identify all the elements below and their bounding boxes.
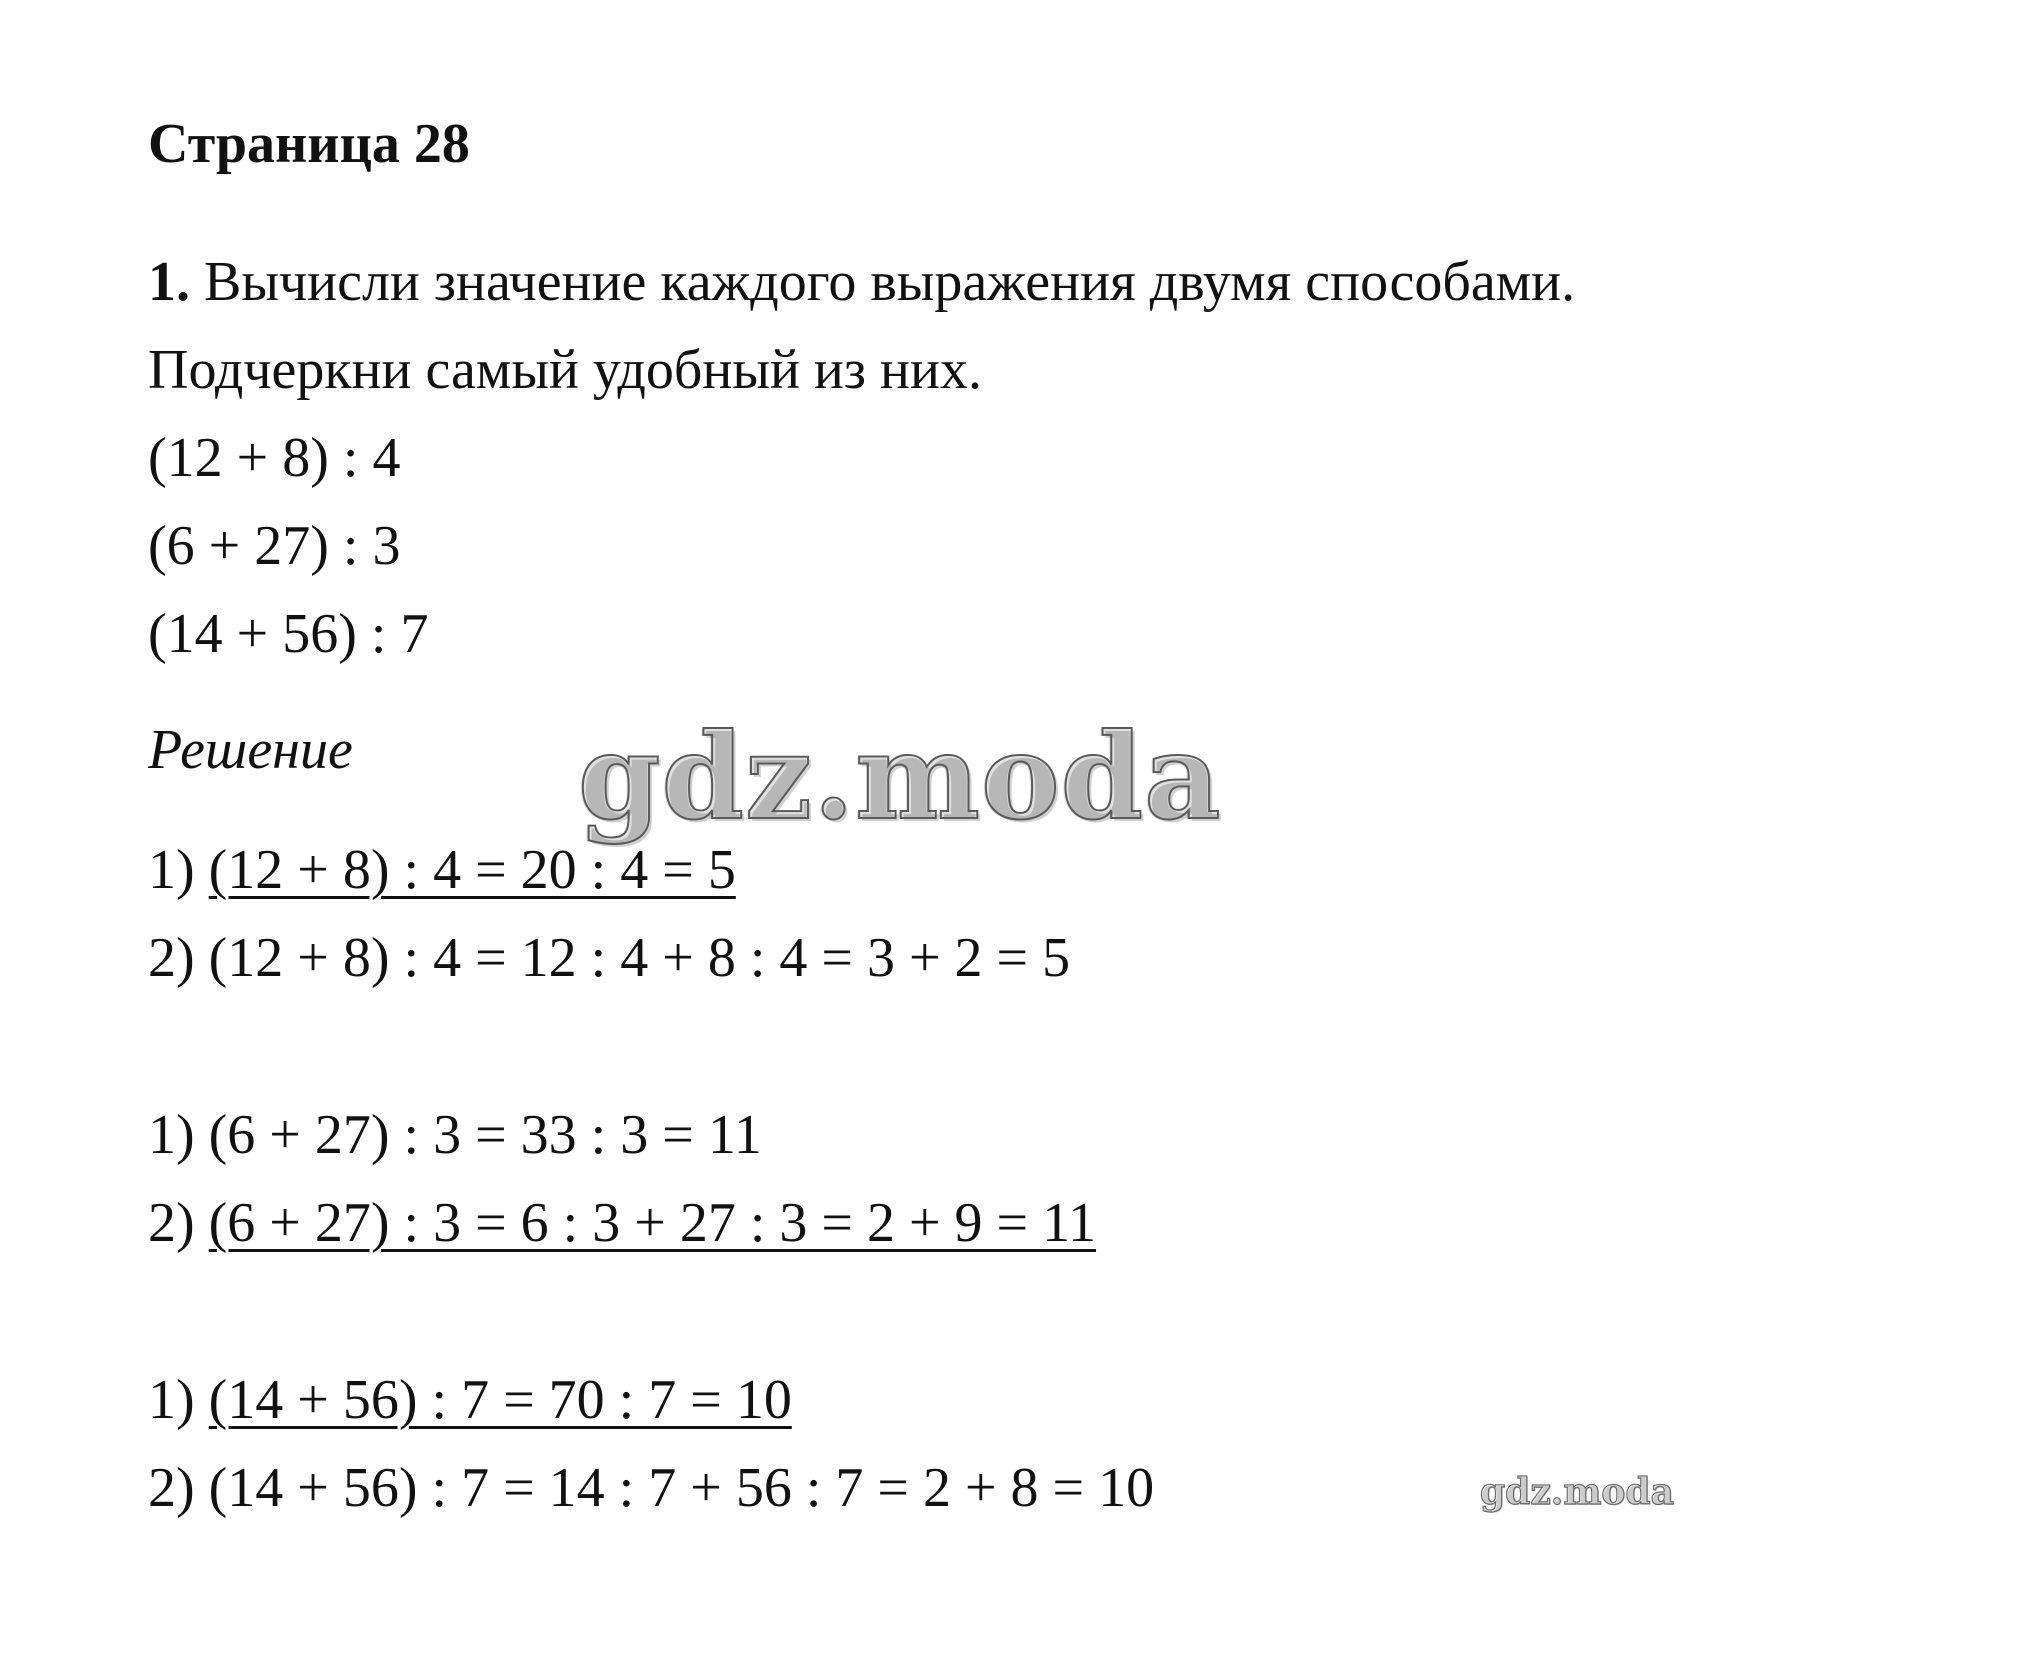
method-prefix: 1)	[148, 839, 209, 901]
method-text-underlined: (14 + 56) : 7 = 70 : 7 = 10	[208, 1369, 792, 1431]
task-expression-1: (12 + 8) : 4	[148, 427, 401, 489]
task-expression-3: (14 + 56) : 7	[148, 603, 429, 665]
method-text: (6 + 27) : 3 = 33 : 3 = 11	[208, 1104, 762, 1166]
solution-2-method-2	[148, 1191, 1096, 1255]
watermark-main: gdz.moda	[578, 707, 1222, 846]
task-text-line-2: Подчеркни самый удобный из них.	[148, 339, 982, 401]
method-text-underlined: (6 + 27) : 3 = 6 : 3 + 27 : 3 = 2 + 9 = 11	[208, 1192, 1097, 1254]
method-prefix: 2)	[148, 1457, 209, 1519]
method-prefix: 2)	[148, 1192, 209, 1254]
task-number: 1.	[148, 251, 190, 313]
solution-3-method-1	[148, 1368, 792, 1432]
solution-1-method-2	[148, 926, 1070, 990]
method-prefix: 2)	[148, 927, 209, 989]
task-expression-2: (6 + 27) : 3	[148, 515, 401, 577]
method-text: (12 + 8) : 4 = 12 : 4 + 8 : 4 = 3 + 2 = 5	[208, 927, 1071, 989]
method-prefix: 1)	[148, 1104, 209, 1166]
task-text-line-1: Вычисли значение каждого выражения двумя способами.	[204, 251, 1576, 313]
method-prefix: 1)	[148, 1369, 209, 1431]
page-title: Страница 28	[148, 113, 470, 175]
solution-3-method-2	[148, 1456, 1154, 1520]
solution-label: Решение	[148, 719, 353, 781]
solution-1-method-1	[148, 838, 736, 902]
watermark-small: gdz.moda	[1480, 1471, 1674, 1513]
solution-2-method-1	[148, 1103, 762, 1167]
method-text-underlined: (12 + 8) : 4 = 20 : 4 = 5	[208, 839, 736, 901]
task-statement-line-1	[148, 250, 1575, 314]
method-text: (14 + 56) : 7 = 14 : 7 + 56 : 7 = 2 + 8 = 10	[208, 1457, 1155, 1519]
